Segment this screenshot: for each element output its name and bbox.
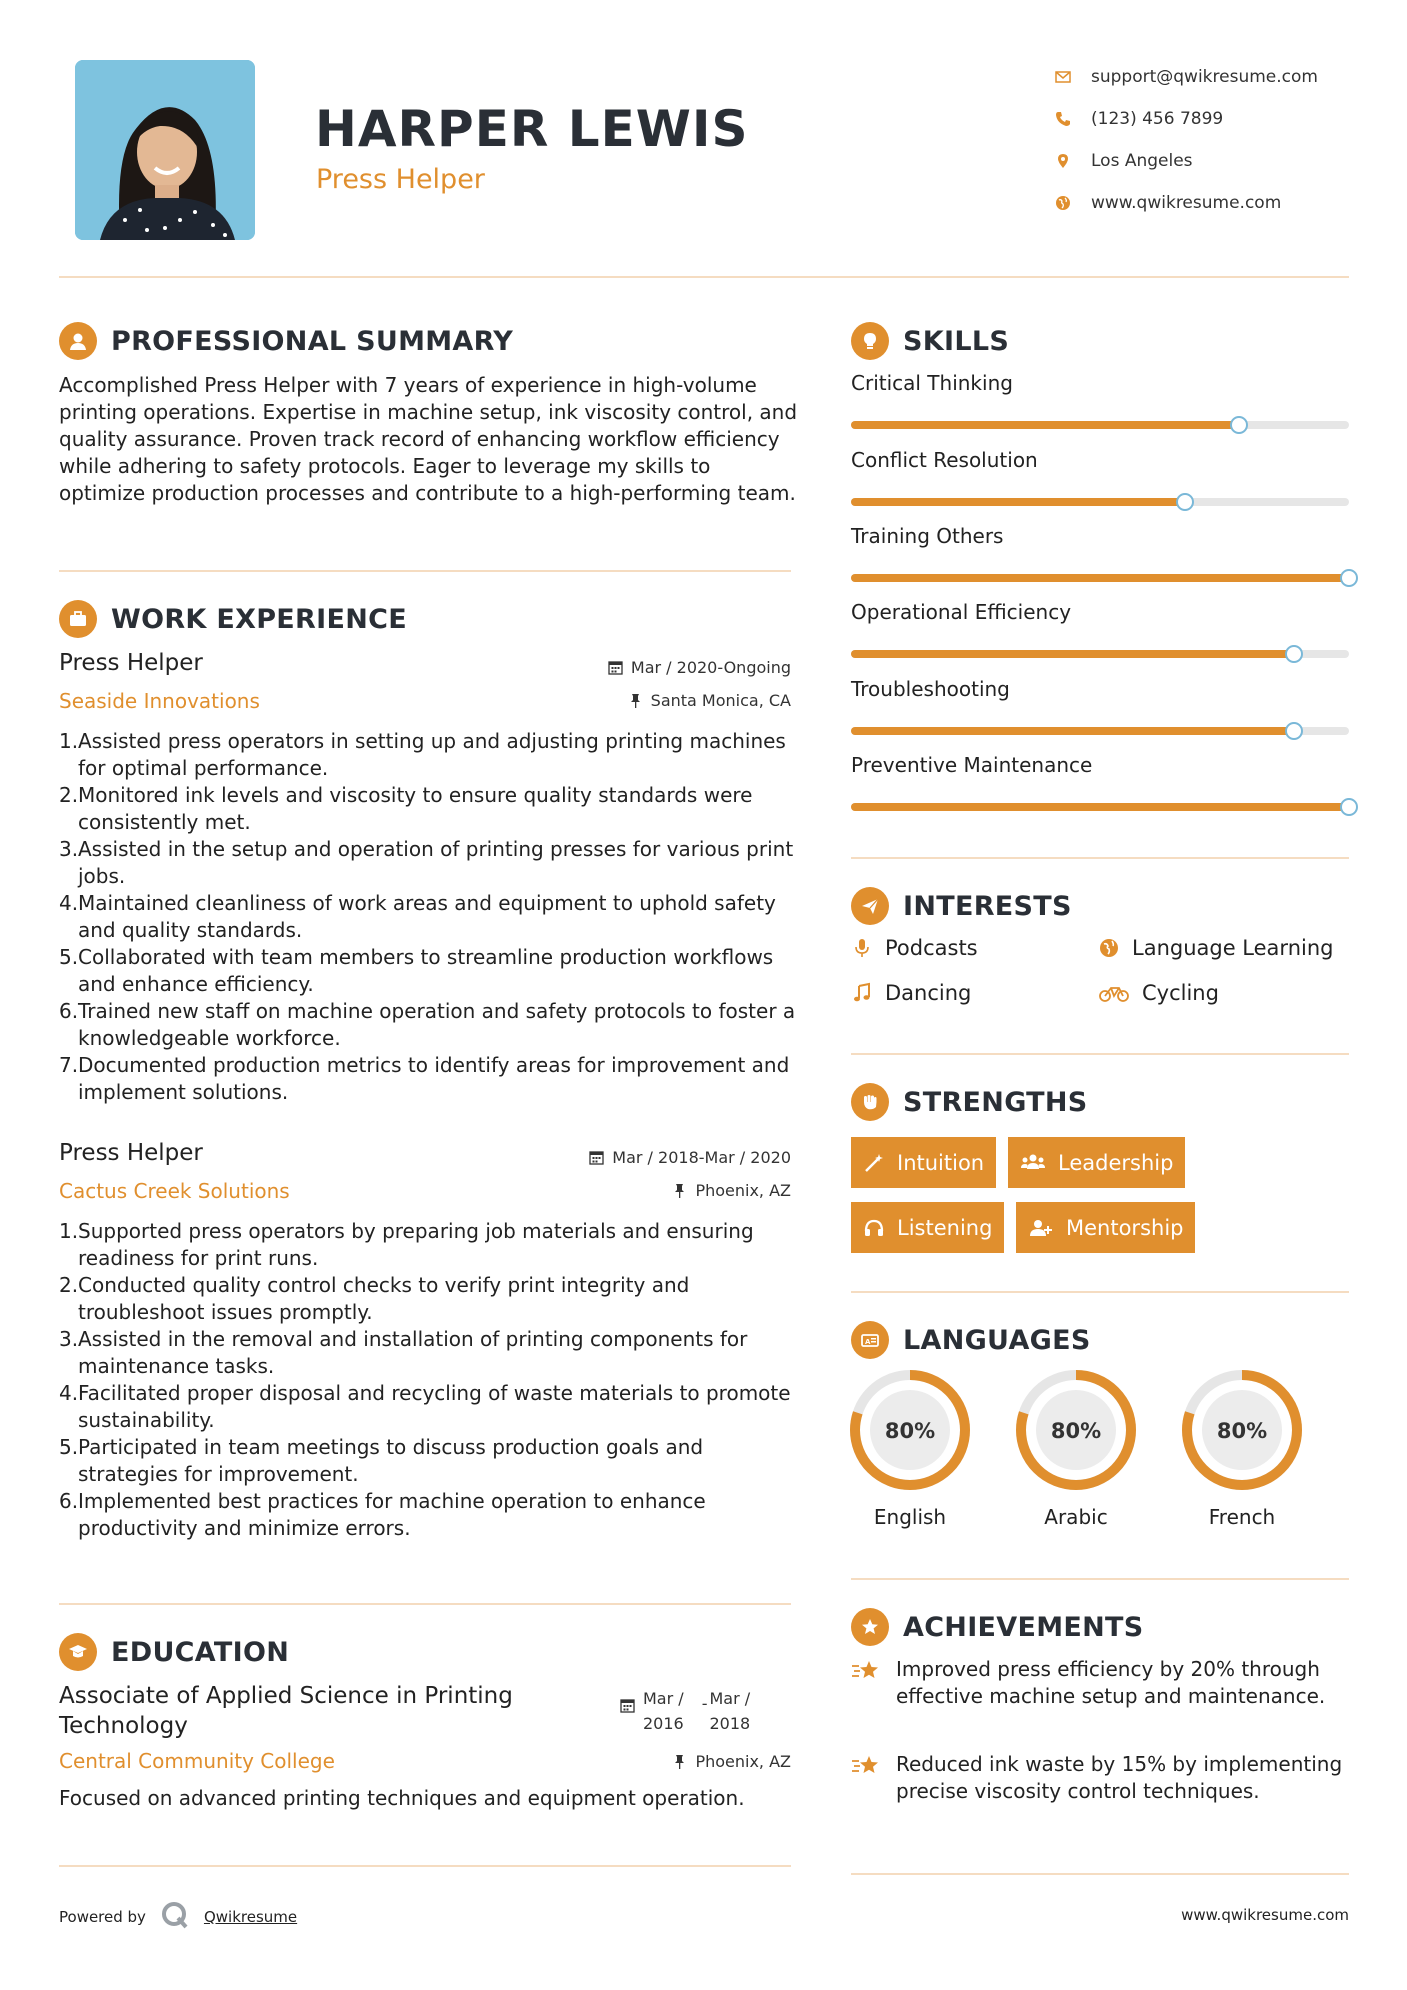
language-card-icon <box>851 1321 889 1359</box>
summary-heading <box>59 322 513 360</box>
work-heading <box>59 600 407 638</box>
powered-by-text: Powered by <box>59 1908 146 1926</box>
contact-phone[interactable] <box>1055 98 1385 140</box>
skill-bar <box>851 650 1349 658</box>
achievements-title: ACHIEVEMENTS <box>903 1611 1144 1643</box>
education-divider <box>59 1865 791 1867</box>
footer-powered-by <box>59 1900 297 1934</box>
language-percent: 80% <box>1050 1419 1102 1443</box>
skill-slider-knob[interactable] <box>1340 569 1358 587</box>
job-1-duties <box>59 728 799 1106</box>
skill-conflict-resolution <box>851 448 1349 506</box>
strength-label: Mentorship <box>1066 1215 1184 1240</box>
education-title: EDUCATION <box>111 1636 290 1668</box>
interests-divider <box>851 1053 1349 1055</box>
edu-date-separator: - <box>701 1694 708 1713</box>
magic-wand-icon <box>863 1152 885 1174</box>
job-1-date-text: Mar / 2020-Ongoing <box>630 658 791 677</box>
list-item: 3. Assisted in the setup and operation of printing presses for various print jobs. <box>59 837 794 888</box>
languages-heading <box>851 1321 1091 1359</box>
skill-fill <box>851 650 1294 658</box>
calendar-icon <box>608 660 623 675</box>
phone-icon <box>1055 111 1091 127</box>
education-degree: Associate of Applied Science in Printing Technology <box>59 1683 513 1739</box>
skill-slider-knob[interactable] <box>1176 493 1194 511</box>
skill-critical-thinking <box>851 371 1349 429</box>
strength-leadership <box>1008 1137 1185 1188</box>
briefcase-icon <box>59 600 97 638</box>
strength-label: Leadership <box>1058 1150 1174 1175</box>
interest-podcasts <box>851 936 978 960</box>
list-item: 1. Assisted press operators in setting up and adjusting printing machines for optimal performance. <box>59 729 786 780</box>
language-name: English <box>873 1505 947 1529</box>
job-1-company: Seaside Innovations <box>59 689 260 713</box>
skill-bar <box>851 803 1349 811</box>
interest-label: Dancing <box>885 981 972 1005</box>
users-icon <box>1020 1152 1046 1174</box>
language-name: Arabic <box>1044 1505 1108 1529</box>
globe-icon <box>1055 195 1091 211</box>
list-item: 7. Documented production metrics to identify areas for improvement and implement solutions. <box>59 1053 790 1104</box>
job-2-duties <box>59 1218 799 1542</box>
skill-bar <box>851 574 1349 582</box>
edu-end-year: 2018 <box>709 1714 751 1733</box>
skill-slider-knob[interactable] <box>1230 416 1248 434</box>
skill-troubleshooting <box>851 677 1349 735</box>
list-item: 4. Facilitated proper disposal and recycling of waste materials to promote sustainability. <box>59 1381 791 1432</box>
skills-divider <box>851 857 1349 859</box>
job-2-title: Press Helper <box>59 1140 203 1166</box>
job-1-title: Press Helper <box>59 650 203 676</box>
envelope-icon <box>1055 69 1091 85</box>
job-2-location <box>672 1181 791 1200</box>
list-item: 2. Monitored ink levels and viscosity to ensure quality standards were consistently met. <box>59 783 753 834</box>
list-item: 3. Assisted in the removal and installation of printing components for maintenance tasks. <box>59 1327 748 1378</box>
pushpin-icon <box>672 1183 687 1198</box>
job-2-date-text: Mar / 2018-Mar / 2020 <box>612 1148 791 1167</box>
footer-website[interactable]: www.qwikresume.com <box>1181 1906 1349 1924</box>
language-percent: 80% <box>1216 1419 1268 1443</box>
language-arabic-ring <box>1015 1369 1137 1491</box>
calendar-icon <box>589 1150 604 1165</box>
skill-fill <box>851 727 1294 735</box>
list-item: 5. Participated in team meetings to discuss production goals and strategies for improvement. <box>59 1435 704 1486</box>
education-heading <box>59 1633 289 1671</box>
skill-slider-knob[interactable] <box>1285 722 1303 740</box>
skill-slider-knob[interactable] <box>1340 798 1358 816</box>
strength-intuition <box>851 1137 996 1188</box>
achievements-divider <box>851 1873 1349 1875</box>
interest-dancing <box>851 981 971 1005</box>
skill-operational-efficiency <box>851 600 1349 658</box>
job-2-company: Cactus Creek Solutions <box>59 1179 290 1203</box>
contact-website[interactable] <box>1055 182 1385 224</box>
language-french-ring <box>1181 1369 1303 1491</box>
work-divider <box>59 1603 791 1605</box>
pushpin-icon <box>628 693 643 708</box>
list-item: 6. Implemented best practices for machine operation to enhance productivity and minimize errors. <box>59 1489 706 1540</box>
skills-heading <box>851 322 1009 360</box>
contact-list <box>1055 56 1385 224</box>
qwikresume-logo-icon <box>160 1900 190 1934</box>
achievement-text: Improved press efficiency by 20% through effective machine setup and maintenance. <box>896 1657 1326 1708</box>
achievement-item <box>851 1751 1351 1805</box>
achievement-item <box>851 1656 1351 1710</box>
skill-name: Training Others <box>851 524 1004 548</box>
skill-fill <box>851 421 1239 429</box>
languages-title: LANGUAGES <box>903 1324 1091 1356</box>
edu-end-month: Mar / <box>709 1689 751 1708</box>
headphones-icon <box>863 1217 885 1239</box>
microphone-icon <box>851 937 885 959</box>
job-1-location <box>628 691 791 710</box>
list-item: 1. Supported press operators by preparing job materials and ensuring readiness for print runs. <box>59 1219 754 1270</box>
contact-website-text: www.qwikresume.com <box>1091 193 1282 213</box>
interest-language-learning <box>1098 936 1333 960</box>
summary-text: Accomplished Press Helper with 7 years of experience in high-volume printing operations. Expertise in machine setup, ink viscosity control, and quality assurance. Proven track record of enhancing workflow efficiency while adhering to safety protocols. Eager to leverage my skills to optimize production processes and contribute to a high-performing team. <box>59 373 798 505</box>
header-divider <box>59 276 1349 278</box>
skills-title: SKILLS <box>903 325 1010 357</box>
fist-icon <box>851 1083 889 1121</box>
shooting-star-icon <box>851 1751 896 1805</box>
strengths-divider <box>851 1291 1349 1293</box>
job-1-location-text: Santa Monica, CA <box>650 691 791 710</box>
education-description: Focused on advanced printing techniques and equipment operation. <box>59 1786 745 1810</box>
globe-icon <box>1098 937 1132 959</box>
interests-heading <box>851 887 1072 925</box>
skill-bar <box>851 498 1349 506</box>
graduation-icon <box>59 1633 97 1671</box>
language-english-ring <box>849 1369 971 1491</box>
interest-label: Language Learning <box>1132 936 1334 960</box>
contact-location <box>1055 140 1385 182</box>
interest-label: Podcasts <box>885 936 978 960</box>
list-item: 6. Trained new staff on machine operation and safety protocols to foster a knowledgeable workforce. <box>59 999 796 1050</box>
contact-location-text: Los Angeles <box>1091 151 1193 171</box>
skill-name: Critical Thinking <box>851 371 1013 395</box>
skill-training-others <box>851 524 1349 582</box>
strength-listening <box>851 1202 1004 1253</box>
music-note-icon <box>851 982 885 1004</box>
strengths-title: STRENGTHS <box>903 1086 1088 1118</box>
skill-name: Operational Efficiency <box>851 600 1072 624</box>
user-icon <box>59 322 97 360</box>
skill-slider-knob[interactable] <box>1285 645 1303 663</box>
list-item: 5. Collaborated with team members to streamline production workflows and enhance efficiency. <box>59 945 774 996</box>
candidate-name: HARPER LEWIS <box>315 100 749 158</box>
qwikresume-link[interactable]: Qwikresume <box>203 1908 298 1926</box>
paper-plane-icon <box>851 887 889 925</box>
skill-fill <box>851 574 1349 582</box>
contact-phone-text: (123) 456 7899 <box>1091 109 1224 129</box>
edu-start-month: Mar / <box>643 1689 684 1708</box>
job-2-location-text: Phoenix, AZ <box>695 1181 791 1200</box>
achievement-text: Reduced ink waste by 15% by implementing precise viscosity control techniques. <box>896 1752 1343 1803</box>
edu-start-year: 2016 <box>643 1714 684 1733</box>
user-plus-icon <box>1028 1217 1054 1239</box>
contact-email[interactable] <box>1055 56 1385 98</box>
language-name: French <box>1208 1505 1276 1529</box>
calendar-icon <box>620 1698 635 1713</box>
strength-label: Listening <box>897 1215 993 1240</box>
strengths-heading <box>851 1083 1088 1121</box>
job-1-date <box>608 658 791 677</box>
star-badge-icon <box>851 1608 889 1646</box>
language-percent: 80% <box>884 1419 936 1443</box>
interest-label: Cycling <box>1142 981 1219 1005</box>
interest-cycling <box>1098 981 1219 1005</box>
skill-name: Preventive Maintenance <box>851 753 1093 777</box>
skill-name: Conflict Resolution <box>851 448 1038 472</box>
list-item: 2. Conducted quality control checks to verify print integrity and troubleshoot issues promptly. <box>59 1273 690 1324</box>
strength-mentorship <box>1016 1202 1195 1253</box>
skill-fill <box>851 498 1185 506</box>
skill-name: Troubleshooting <box>851 677 1010 701</box>
work-title: WORK EXPERIENCE <box>111 603 407 635</box>
contact-email-text: support@qwikresume.com <box>1091 67 1318 87</box>
education-location <box>672 1752 791 1771</box>
interests-title: INTERESTS <box>903 890 1072 922</box>
pushpin-icon <box>672 1754 687 1769</box>
education-school: Central Community College <box>59 1749 335 1773</box>
job-2-date <box>589 1148 791 1167</box>
skill-preventive-maintenance <box>851 753 1349 811</box>
skill-bar <box>851 421 1349 429</box>
education-dates <box>620 1686 750 1736</box>
lightbulb-icon <box>851 322 889 360</box>
skill-fill <box>851 803 1349 811</box>
strength-label: Intuition <box>897 1150 985 1175</box>
summary-title: PROFESSIONAL SUMMARY <box>111 325 514 357</box>
profile-photo <box>75 60 255 240</box>
shooting-star-icon <box>851 1656 896 1710</box>
map-pin-icon <box>1055 153 1091 169</box>
svg-text:A: A <box>865 1338 871 1346</box>
candidate-role: Press Helper <box>316 164 485 195</box>
summary-divider <box>59 570 791 572</box>
achievements-heading <box>851 1608 1144 1646</box>
education-location-text: Phoenix, AZ <box>695 1752 791 1771</box>
bicycle-icon <box>1098 982 1142 1004</box>
list-item: 4. Maintained cleanliness of work areas and equipment to uphold safety and quality standards. <box>59 891 776 942</box>
skill-bar <box>851 727 1349 735</box>
languages-divider <box>851 1578 1349 1580</box>
